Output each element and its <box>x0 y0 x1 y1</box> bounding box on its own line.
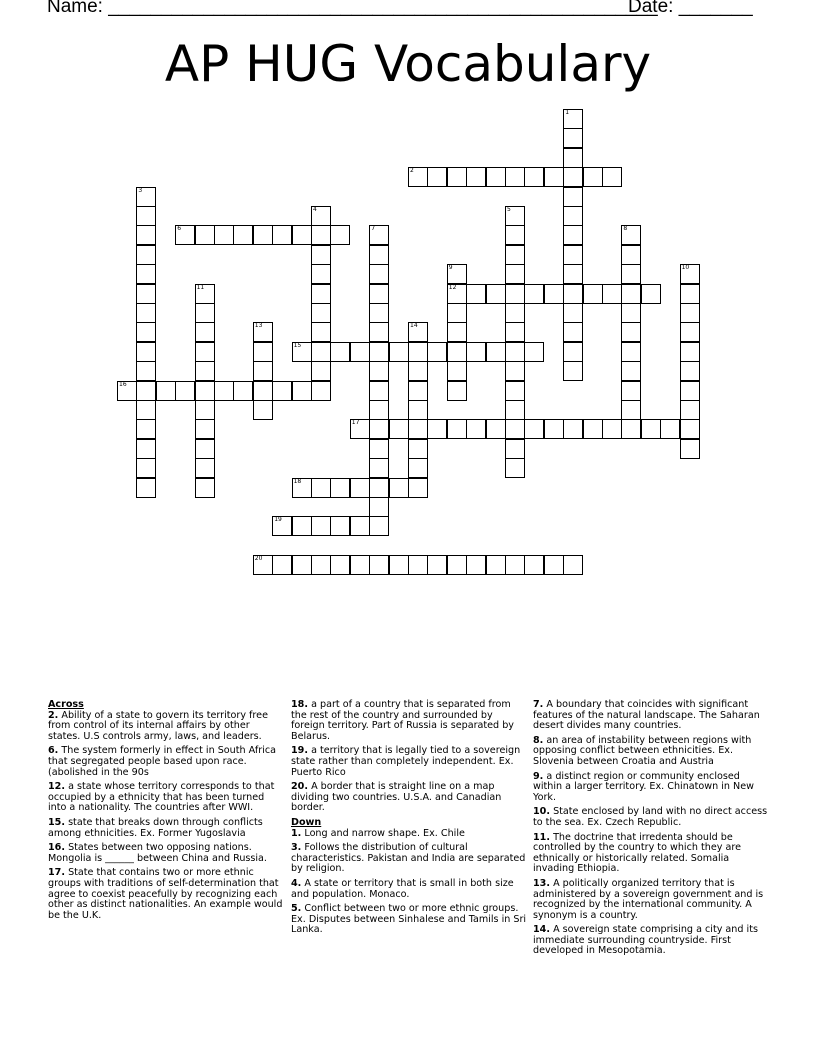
crossword-cell[interactable] <box>408 458 428 478</box>
crossword-cell[interactable] <box>660 419 680 439</box>
crossword-cell[interactable] <box>621 342 641 362</box>
crossword-cell[interactable] <box>350 342 370 362</box>
crossword-cell[interactable] <box>505 225 525 245</box>
crossword-cell[interactable] <box>136 439 156 459</box>
crossword-cell[interactable] <box>563 419 583 439</box>
crossword-cell[interactable] <box>505 245 525 265</box>
crossword-cell[interactable] <box>369 303 389 323</box>
crossword-cell[interactable] <box>505 458 525 478</box>
crossword-cell[interactable] <box>311 478 331 498</box>
crossword-cell[interactable] <box>486 419 506 439</box>
crossword-cell[interactable] <box>292 225 312 245</box>
crossword-cell[interactable] <box>311 303 331 323</box>
crossword-cell[interactable] <box>641 284 661 304</box>
crossword-cell[interactable] <box>389 419 409 439</box>
crossword-cell[interactable] <box>505 284 525 304</box>
crossword-cell[interactable] <box>544 167 564 187</box>
clue-number: 9 <box>448 264 453 272</box>
crossword-cell[interactable] <box>505 303 525 323</box>
crossword-cell[interactable] <box>156 381 176 401</box>
crossword-cell[interactable] <box>117 381 137 401</box>
clue-down-5: 5. Conflict between two or more ethnic groups. Ex. Disputes between Sinhalese and Tamils in Sri Lanka. <box>291 903 527 936</box>
crossword-cell[interactable] <box>136 322 156 342</box>
crossword-cell[interactable] <box>311 516 331 536</box>
clue-across-6: 6. The system formerly in effect in South Africa that segregated people based upon race. (abolished in the 90s <box>48 745 277 778</box>
crossword-cell[interactable] <box>621 264 641 284</box>
crossword-cell[interactable] <box>544 555 564 575</box>
clue-number: 14 <box>410 322 418 330</box>
crossword-cell[interactable] <box>292 555 312 575</box>
crossword-cell[interactable] <box>195 439 215 459</box>
crossword-cell[interactable] <box>563 109 583 129</box>
crossword-cell[interactable] <box>136 342 156 362</box>
crossword-cell[interactable] <box>311 264 331 284</box>
crossword-cell[interactable] <box>136 419 156 439</box>
clues-column-1 <box>48 700 284 925</box>
clue-number: 15 <box>293 341 302 349</box>
crossword-cell[interactable] <box>253 342 273 362</box>
crossword-cell[interactable] <box>563 303 583 323</box>
crossword-cell[interactable] <box>466 555 486 575</box>
crossword-cell[interactable] <box>447 419 467 439</box>
crossword-cell[interactable] <box>447 322 467 342</box>
crossword-cell[interactable] <box>195 225 215 245</box>
clue-number: 20 <box>254 555 263 563</box>
crossword-cell[interactable] <box>253 381 273 401</box>
clue-number: 4 <box>313 206 317 213</box>
crossword-cell[interactable] <box>272 381 292 401</box>
crossword-cell[interactable] <box>524 167 544 187</box>
crossword-cell[interactable] <box>175 225 195 245</box>
clue-down-11: 11. The doctrine that irredenta should be controlled by the country to which they are ethnically or historically related. Somalia invading Ethiopia. <box>533 831 741 875</box>
crossword-cell[interactable] <box>563 187 583 207</box>
crossword-cell[interactable] <box>680 381 700 401</box>
clue-number: 3 <box>138 186 143 194</box>
crossword-cell[interactable] <box>447 361 467 381</box>
clue-down-4: 4. A state or territory that is small in both size and population. Monaco. <box>291 877 514 900</box>
crossword-cell[interactable] <box>311 206 331 226</box>
crossword-cell[interactable] <box>447 284 467 304</box>
crossword-cell[interactable] <box>369 342 389 362</box>
crossword-cell[interactable] <box>195 284 215 304</box>
crossword-cell[interactable] <box>680 264 700 284</box>
crossword-cell[interactable] <box>408 361 428 381</box>
crossword-cell[interactable] <box>330 478 350 498</box>
crossword-cell[interactable] <box>680 419 700 439</box>
crossword-cell[interactable] <box>563 361 583 381</box>
clue-across-15: 15. state that breaks down through conflicts among ethnicities. Ex. Former Yugoslavia <box>48 816 263 839</box>
crossword-cell[interactable] <box>311 245 331 265</box>
crossword-cell[interactable] <box>195 478 215 498</box>
crossword-cell[interactable] <box>136 245 156 265</box>
crossword-cell[interactable] <box>195 381 215 401</box>
crossword-cell[interactable] <box>195 400 215 420</box>
crossword-cell[interactable] <box>621 245 641 265</box>
crossword-cell[interactable] <box>680 284 700 304</box>
crossword-cell[interactable] <box>621 303 641 323</box>
crossword-cell[interactable] <box>466 284 486 304</box>
crossword-cell[interactable] <box>369 516 389 536</box>
crossword-cell[interactable] <box>505 342 525 362</box>
crossword-cell[interactable] <box>233 225 253 245</box>
crossword-cell[interactable] <box>563 555 583 575</box>
crossword-cell[interactable] <box>136 381 156 401</box>
crossword-cell[interactable] <box>136 264 156 284</box>
crossword-cell[interactable] <box>369 555 389 575</box>
clue-down-1: 1. Long and narrow shape. Ex. Chile <box>291 827 465 839</box>
crossword-cell[interactable] <box>292 516 312 536</box>
clue-number: 11 <box>196 283 205 291</box>
clues-column-3 <box>533 700 769 961</box>
crossword-cell[interactable] <box>272 225 292 245</box>
crossword-cell[interactable] <box>524 342 544 362</box>
crossword-cell[interactable] <box>563 225 583 245</box>
crossword-cell[interactable] <box>427 419 447 439</box>
crossword-cell[interactable] <box>680 322 700 342</box>
crossword-cell[interactable] <box>563 322 583 342</box>
crossword-cell[interactable] <box>563 284 583 304</box>
crossword-cell[interactable] <box>253 555 273 575</box>
crossword-cell[interactable] <box>621 419 641 439</box>
crossword-cell[interactable] <box>175 381 195 401</box>
crossword-cell[interactable] <box>311 381 331 401</box>
page-title: AP HUG Vocabulary <box>164 35 652 93</box>
crossword-cell[interactable] <box>544 419 564 439</box>
clue-number: 5 <box>507 206 511 213</box>
crossword-cell[interactable] <box>136 361 156 381</box>
crossword-cell[interactable] <box>195 342 215 362</box>
crossword-cell[interactable] <box>214 225 234 245</box>
clue-across-2: 2. Ability of a state to govern its territory free from control of its internal affairs by other states. U.S controls army, laws, and leaders. <box>48 709 268 742</box>
clue-down-3: 3. Follows the distribution of cultural characteristics. Pakistan and India are separated by religion. <box>291 842 526 875</box>
crossword-cell[interactable] <box>408 342 428 362</box>
crossword-cell[interactable] <box>136 187 156 207</box>
crossword-cell[interactable] <box>563 148 583 168</box>
clue-number: 2 <box>410 167 414 175</box>
clue-across-16: 16. States between two opposing nations. Mongolia is ______ between China and Russia. <box>48 842 267 864</box>
crossword-cell[interactable] <box>447 264 467 284</box>
crossword-cell[interactable] <box>136 206 156 226</box>
crossword-cell[interactable] <box>136 400 156 420</box>
crossword-cell[interactable] <box>408 555 428 575</box>
clue-number: 6 <box>177 225 182 233</box>
crossword-cell[interactable] <box>292 381 312 401</box>
crossword-cell[interactable] <box>195 458 215 478</box>
clue-number: 13 <box>254 322 263 330</box>
crossword-cell[interactable] <box>505 555 525 575</box>
crossword-cell[interactable] <box>272 555 292 575</box>
crossword-cell[interactable] <box>369 245 389 265</box>
crossword-cell[interactable] <box>466 342 486 362</box>
crossword-cell[interactable] <box>369 400 389 420</box>
clue-across-20: 20. A border that is straight line on a map dividing two countries. U.S.A. and Canadian border. <box>291 781 502 814</box>
crossword-cell[interactable] <box>311 225 331 245</box>
crossword-cell[interactable] <box>369 225 389 245</box>
crossword-cell[interactable] <box>369 497 389 517</box>
crossword-cell[interactable] <box>389 478 409 498</box>
crossword-cell[interactable] <box>602 284 622 304</box>
crossword-cell[interactable] <box>505 361 525 381</box>
crossword-cell[interactable] <box>505 322 525 342</box>
crossword-cell[interactable] <box>621 361 641 381</box>
crossword-cell[interactable] <box>330 342 350 362</box>
crossword-cell[interactable] <box>369 381 389 401</box>
crossword-cell[interactable] <box>621 225 641 245</box>
crossword-cell[interactable] <box>466 167 486 187</box>
clue-down-10: 10. State enclosed by land with no direct access to the sea. Ex. Czech Republic. <box>533 806 768 828</box>
crossword-cell[interactable] <box>408 167 428 187</box>
crossword-cell[interactable] <box>195 322 215 342</box>
crossword-cell[interactable] <box>253 361 273 381</box>
crossword-cell[interactable] <box>563 245 583 265</box>
crossword-cell[interactable] <box>330 225 350 245</box>
crossword-cell[interactable] <box>427 555 447 575</box>
crossword-cell[interactable] <box>621 284 641 304</box>
clue-number: 10 <box>681 264 690 272</box>
name-field[interactable]: Name: ____________________________________________________ <box>47 0 658 17</box>
crossword-cell[interactable] <box>447 381 467 401</box>
crossword-cell[interactable] <box>330 516 350 536</box>
crossword-cell[interactable] <box>136 284 156 304</box>
crossword-cell[interactable] <box>311 322 331 342</box>
crossword-cell[interactable] <box>466 419 486 439</box>
crossword-cell[interactable] <box>680 400 700 420</box>
crossword-cell[interactable] <box>292 478 312 498</box>
clue-number: 12 <box>448 283 457 291</box>
clue-across-18: 18. a part of a country that is separated from the rest of the country and surrounded by foreign territory. Part of Russia is separated by Belarus. <box>291 699 514 742</box>
crossword-cell[interactable] <box>486 555 506 575</box>
crossword-cell[interactable] <box>486 284 506 304</box>
clue-down-14: 14. A sovereign state comprising a city and its immediate surrounding countryside. First developed in Mesopotamia. <box>533 924 758 957</box>
crossword-cell[interactable] <box>427 167 447 187</box>
crossword-cell[interactable] <box>195 361 215 381</box>
crossword-cell[interactable] <box>583 284 603 304</box>
crossword-cell[interactable] <box>195 303 215 323</box>
crossword-cell[interactable] <box>524 555 544 575</box>
crossword-cell[interactable] <box>427 342 447 362</box>
crossword-cell[interactable] <box>563 128 583 148</box>
crossword-cell[interactable] <box>621 322 641 342</box>
across-heading: Across <box>48 699 84 710</box>
crossword-cell[interactable] <box>369 478 389 498</box>
crossword-cell[interactable] <box>408 322 428 342</box>
crossword-cell[interactable] <box>136 458 156 478</box>
crossword-cell[interactable] <box>680 342 700 362</box>
crossword-cell[interactable] <box>136 225 156 245</box>
crossword-cell[interactable] <box>136 478 156 498</box>
crossword-cell[interactable] <box>292 342 312 362</box>
crossword-cell[interactable] <box>486 167 506 187</box>
crossword-cell[interactable] <box>680 303 700 323</box>
crossword-cell[interactable] <box>621 400 641 420</box>
clue-down-9: 9. a distinct region or community enclosed within a larger territory. Ex. Chinatown in New York. <box>533 770 754 803</box>
crossword-cell[interactable] <box>408 381 428 401</box>
crossword-cell[interactable] <box>369 361 389 381</box>
clue-down-13: 13. A politically organized territory that is administered by a sovereign government and is recognized by the international community. A synonym is a country. <box>533 877 764 921</box>
crossword-cell[interactable] <box>136 303 156 323</box>
crossword-cell[interactable] <box>563 264 583 284</box>
clue-number: 18 <box>293 477 302 485</box>
crossword-cell[interactable] <box>408 439 428 459</box>
clue-across-17: 17. State that contains two or more ethnic groups with traditions of self-determination that agree to coexist peacefully by recognizing each other as distinct nationalities. An example would be the U.K. <box>48 867 283 921</box>
crossword-cell[interactable] <box>253 225 273 245</box>
clue-across-12: 12. a state whose territory corresponds to that occupied by a ethnicity that has been turned into a nationality. The countries after WWI. <box>48 781 275 814</box>
crossword-cell[interactable] <box>447 555 467 575</box>
crossword-cell[interactable] <box>408 478 428 498</box>
clue-down-7: 7. A boundary that coincides with significant features of the natural landscape. The Saharan desert divides many countries. <box>533 699 760 732</box>
crossword-cell[interactable] <box>524 284 544 304</box>
down-heading: Down <box>291 816 322 828</box>
clue-number: 8 <box>623 225 628 233</box>
crossword-cell[interactable] <box>369 322 389 342</box>
crossword-cell[interactable] <box>350 555 370 575</box>
crossword-cell[interactable] <box>369 264 389 284</box>
clue-number: 1 <box>565 109 570 116</box>
crossword-cell[interactable] <box>311 361 331 381</box>
crossword-cell[interactable] <box>253 400 273 420</box>
crossword-cell[interactable] <box>447 342 467 362</box>
crossword-cell[interactable] <box>563 342 583 362</box>
clue-across-19: 19. a territory that is legally tied to a sovereign state rather than completely independent. Ex. Puerto Rico <box>291 745 521 778</box>
crossword-cell[interactable] <box>350 478 370 498</box>
crossword-cell[interactable] <box>505 400 525 420</box>
crossword-cell[interactable] <box>311 342 331 362</box>
crossword-cell[interactable] <box>389 555 409 575</box>
crossword-cell[interactable] <box>447 303 467 323</box>
crossword-cell[interactable] <box>602 419 622 439</box>
crossword-cell[interactable] <box>389 342 409 362</box>
crossword-cell[interactable] <box>505 419 525 439</box>
crossword-cell[interactable] <box>680 439 700 459</box>
crossword-cell[interactable] <box>350 516 370 536</box>
crossword-cell[interactable] <box>195 419 215 439</box>
clue-number: 7 <box>371 225 376 233</box>
date-field[interactable]: Date: _______ <box>628 0 753 17</box>
clue-number: 19 <box>274 516 282 524</box>
clue-down-8: 8. an area of instability between regions with opposing conflict between ethnicities. Ex. Slovenia between Croatia and Austria <box>533 734 752 767</box>
crossword-cell[interactable] <box>408 400 428 420</box>
crossword-cell[interactable] <box>369 458 389 478</box>
clue-number: 17 <box>351 419 360 427</box>
crossword-cell[interactable] <box>369 439 389 459</box>
crossword-cell[interactable] <box>447 167 467 187</box>
crossword-cell[interactable] <box>641 419 661 439</box>
crossword-cell[interactable] <box>583 419 603 439</box>
crossword-cell[interactable] <box>621 381 641 401</box>
crossword-cell[interactable] <box>486 342 506 362</box>
crossword-cell[interactable] <box>680 361 700 381</box>
crossword-cell[interactable] <box>272 516 292 536</box>
crossword-cell[interactable] <box>311 555 331 575</box>
crossword-cell[interactable] <box>505 167 525 187</box>
crossword-cell[interactable] <box>505 264 525 284</box>
clue-number: 16 <box>119 380 127 388</box>
crossword-cell[interactable] <box>214 381 234 401</box>
crossword-cell[interactable] <box>583 167 603 187</box>
crossword-cell[interactable] <box>544 284 564 304</box>
crossword-cell[interactable] <box>563 206 583 226</box>
crossword-cell[interactable] <box>233 381 253 401</box>
crossword-cell[interactable] <box>350 419 370 439</box>
crossword-cell[interactable] <box>330 555 350 575</box>
crossword-cell[interactable] <box>505 206 525 226</box>
crossword-cell[interactable] <box>369 419 389 439</box>
crossword-cell[interactable] <box>563 167 583 187</box>
clues-column-2 <box>291 700 527 940</box>
crossword-cell[interactable] <box>311 284 331 304</box>
crossword-cell[interactable] <box>505 381 525 401</box>
crossword-cell[interactable] <box>369 284 389 304</box>
crossword-cell[interactable] <box>505 439 525 459</box>
crossword-cell[interactable] <box>253 322 273 342</box>
crossword-cell[interactable] <box>524 419 544 439</box>
crossword-cell[interactable] <box>602 167 622 187</box>
crossword-cell[interactable] <box>408 419 428 439</box>
